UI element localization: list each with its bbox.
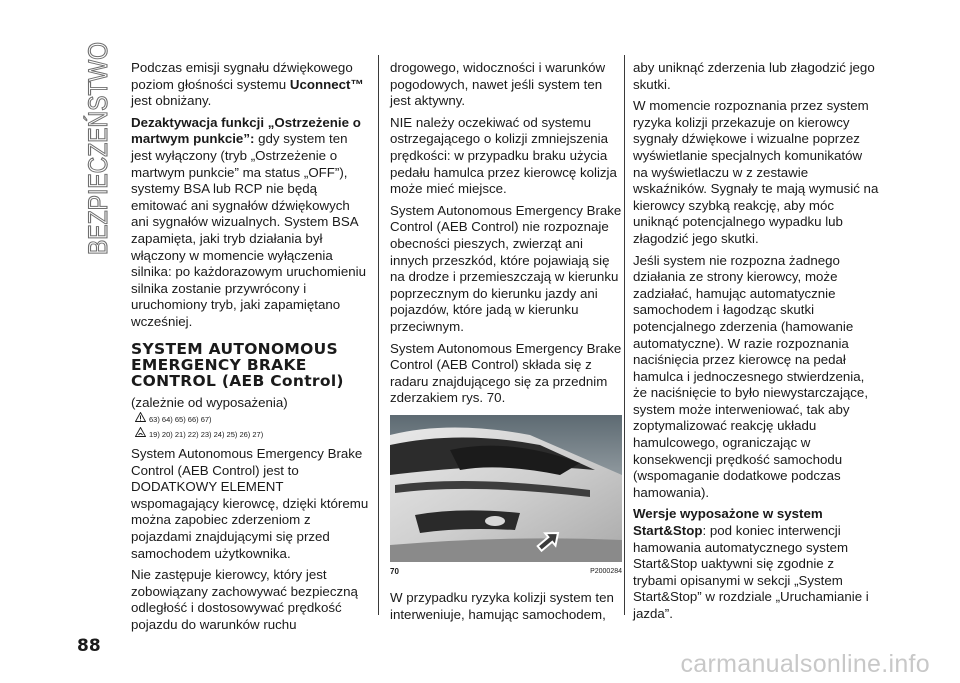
site-watermark: carmanualsonline.info xyxy=(680,650,930,678)
text-column-2 xyxy=(390,60,622,629)
paragraph: NIE należy oczekiwać od systemu ostrzegającego o kolizji zmniejszenia prędkości: w przypadku braku użycia pedału hamulca przez kierowcę kolizja może mieć miejsce. xyxy=(390,114,617,197)
paragraph-text: Podczas emisji sygnału dźwiękowego poziom głośności systemu xyxy=(131,60,353,92)
column-divider-1 xyxy=(378,55,379,615)
paragraph: W przypadku ryzyka kolizji system ten interweniuje, hamując samochodem, xyxy=(390,590,614,623)
section-side-title xyxy=(74,40,114,255)
paragraph: aby uniknąć zderzenia lub złagodzić jego skutki. xyxy=(633,60,875,92)
uconnect-label: Uconnect™ xyxy=(289,76,364,92)
paragraph xyxy=(633,506,879,622)
paragraph xyxy=(131,60,369,110)
side-title-text: BEZPIECZEŃSTWO xyxy=(83,40,113,255)
paragraph-text: gdy system ten jest wyłączony (tryb „Ostrzeżenie o martwym punkcie” ma status „OFF”), systemy BSA lub RCP nie będą emitować ani sygnałów dźwiękowych ani sygnałów wizualnych. System BSA zapamięta, jaki tryb działania był włączony w momencie wyłączenia silnika: po każdorazowym uruchomieniu silnika zostanie przywrócony i uruchomiony tryb, jaki zapamiętano wcześniej. xyxy=(131,131,367,329)
paragraph: System Autonomous Emergency Brake Control (AEB Control) nie rozpoznaje obecności pieszych, zwierząt ani innych przeszkód, które pojawiają się na drodze i przemieszczają w kierunku poprzecznym do kierunku jazdy ani pojazdów, które jadą w kierunku przeciwnym. xyxy=(390,202,622,334)
paragraph: W momencie rozpoznania przez system ryzyka kolizji przekazuje on kierowcy sygnały dźwiękowe i wizualne poprzez wyświetlanie specjalnych komunikatów na wyświetlaczu w z zestawie wskaźników. Sygnały te mają wymusić na kierowcy szybką reakcję, aby móc uniknąć potencjalnego wypadku lub złagodzić jego skutki. xyxy=(633,98,879,246)
warning-references xyxy=(135,413,369,428)
paragraph-lead: Dezaktywacja funkcji „Ostrzeżenie o martwym punkcie”: xyxy=(131,114,361,147)
section-heading: SYSTEM AUTONOMOUS EMERGENCY BRAKE CONTROL (AEB Control) xyxy=(131,339,344,390)
availability-note: (zależnie od wyposażenia) xyxy=(131,394,288,410)
caution-reference-numbers: 19) 20) 21) 22) 23) 24) 25) 26) 27) xyxy=(149,430,264,440)
paragraph xyxy=(131,115,369,331)
figure-caption xyxy=(390,564,622,581)
paragraph: System Autonomous Emergency Brake Control (AEB Control) składa się z radaru znajdującego się za przednim zderzakiem rys. 70. xyxy=(390,340,622,406)
text-column-1 xyxy=(131,60,369,639)
paragraph: drogowego, widoczności i warunków pogodowych, nawet jeśli system ten jest aktywny. xyxy=(390,60,606,109)
warning-reference-numbers: 63) 64) 65) 66) 67) xyxy=(149,415,212,425)
paragraph-text: jest obniżany. xyxy=(131,93,212,109)
caution-references xyxy=(135,428,369,443)
page-number: 88 xyxy=(77,636,101,656)
paragraph-text: : pod koniec interwencji hamowania automatycznego system Start&Stop uaktywni się zgodnie z trybami opisanymi w sekcji „System Start&Stop” w rozdziale „Uruchamianie i jazda”. xyxy=(633,523,869,621)
caution-hand-icon xyxy=(135,427,146,444)
text-column-3 xyxy=(633,60,879,628)
paragraph: System Autonomous Emergency Brake Control (AEB Control) jest to DODATKOWY ELEMENT wspomagający kierowcę, dzięki któremu można zapobiec zderzeniom z pojazdami znajdującymi się przed samochodem użytkownika. xyxy=(131,446,369,561)
column-divider-2 xyxy=(624,55,625,615)
figure-code: P2000284 xyxy=(590,567,622,575)
paragraph: Nie zastępuje kierowcy, który jest zobowiązany zachowywać bezpieczną odległość i dostosowywać prędkość pojazdu do warunków ruchu xyxy=(131,567,358,633)
paragraph-lead: Wersje wyposażone w system Start&Stop xyxy=(633,506,823,539)
paragraph: Jeśli system nie rozpozna żadnego działania ze strony kierowcy, może zadziałać, hamując automatycznie samochodem i łagodząc skutki potencjalnego zderzenia (hamowanie automatyczne). W razie rozpoznania naciśnięcia przez kierowcę na pedał hamulca i jednoczesnego stwierdzenia, że naciśnięcie to było niewystarczające, system może interweniować, tak aby zoptymalizować reakcję układu hamulcowego, ograniczając w konsekwencji prędkość samochodu (wspomaganie dodatkowe podczas hamowania). xyxy=(633,252,869,500)
figure-number: 70 xyxy=(390,566,399,576)
figure-70 xyxy=(390,415,622,581)
car-front-bumper-photo xyxy=(390,415,622,562)
